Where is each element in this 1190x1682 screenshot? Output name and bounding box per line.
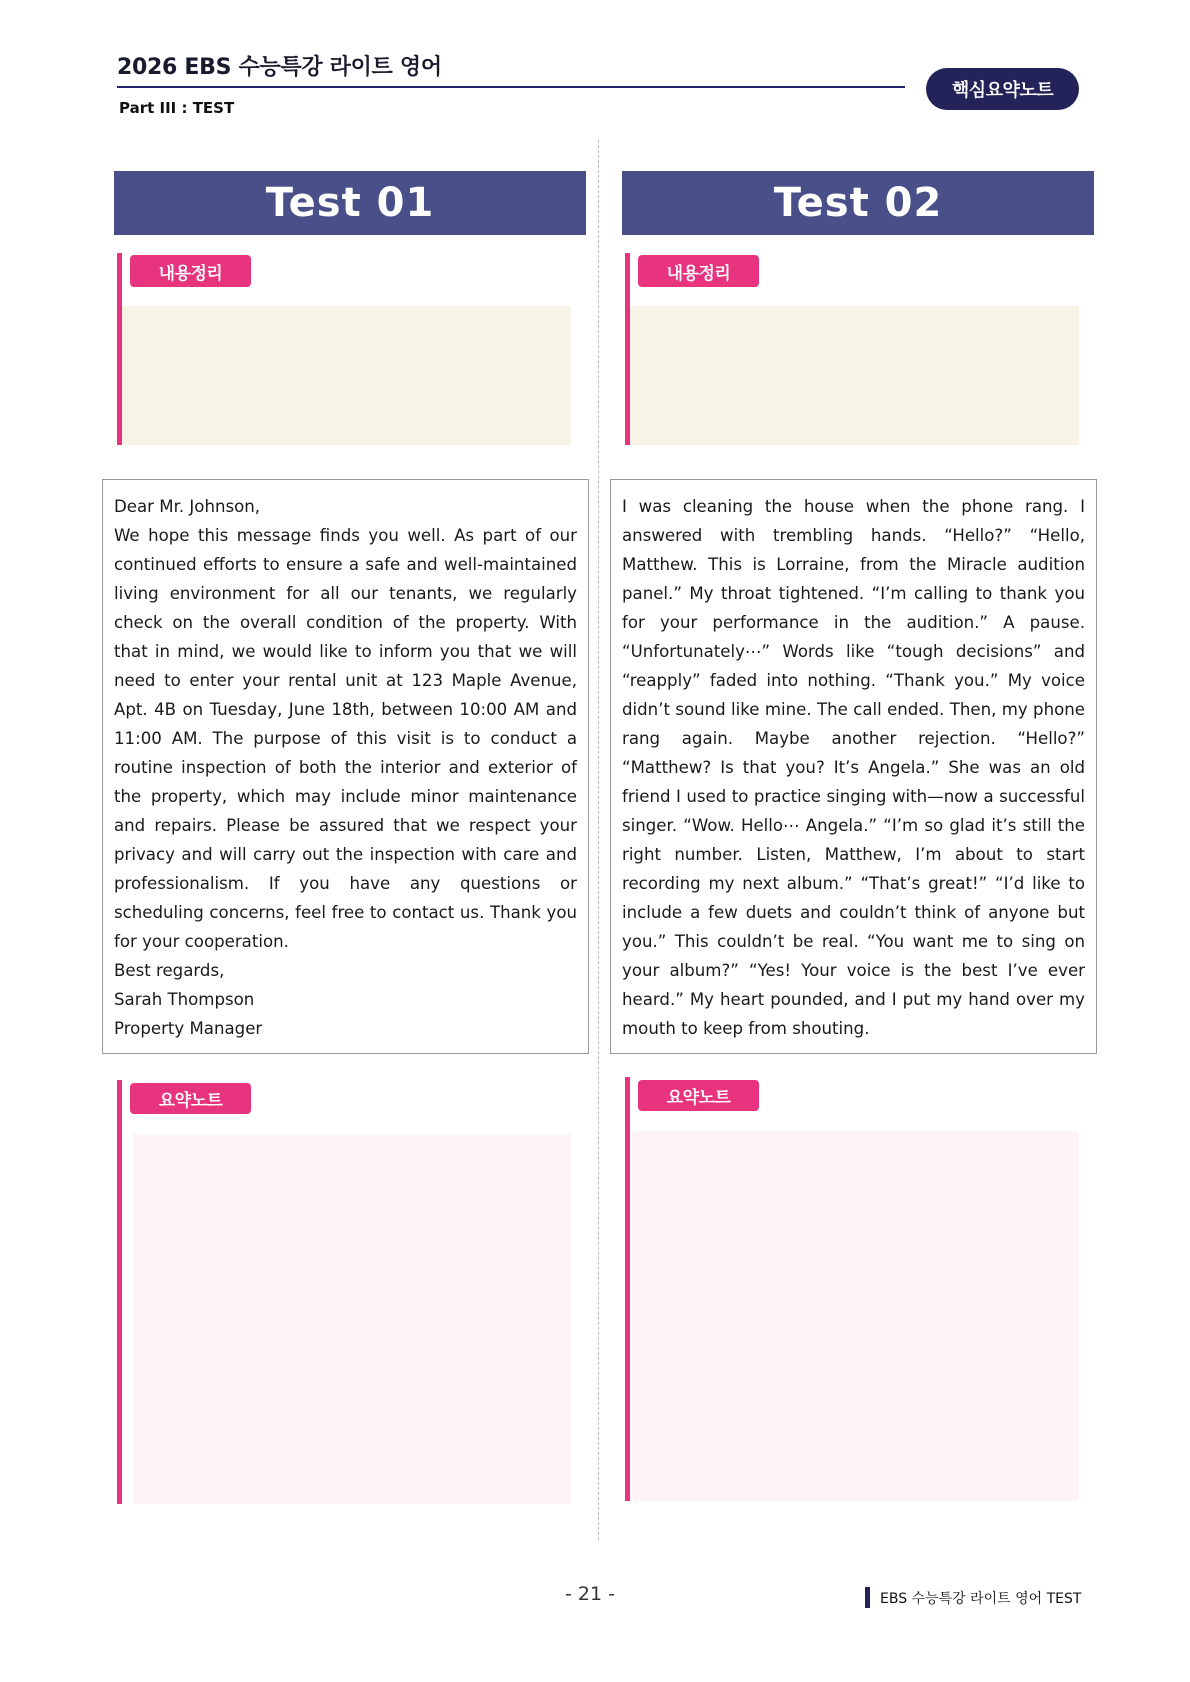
test-01-summary-box (133, 1134, 571, 1504)
column-divider (598, 140, 599, 1540)
test-01-passage (102, 479, 589, 1054)
part-label: Part III : TEST (119, 99, 235, 117)
test-02-content-box (630, 306, 1079, 445)
summary-note-badge: 핵심요약노트 (926, 68, 1079, 110)
test-02-summary-tag: 요약노트 (638, 1080, 759, 1111)
test-01-body: We hope this message finds you well. As part of our continued efforts to ensure a safe and well-maintained living environment for all our tenants, we regularly check on the overall condition of the property. With that in mind, we would like to inform you that we will need to enter your rental unit at 123 Maple Avenue, Apt. 4B on Tuesday, June 18th, between 10:00 AM and 11:00 AM. The purpose of this visit is to conduct a routine inspection of both the interior and exterior of the property, which may include minor maintenance and repairs. Please be assured that we respect your privacy and will carry out the inspection with care and professionalism. If you have any questions or scheduling concerns, feel free to contact us. Thank you for your cooperation. (114, 526, 577, 951)
test-01-summary-bar (117, 1080, 122, 1504)
test-02-summary-bar (625, 1077, 630, 1501)
test-01-signer: Sarah Thompson (114, 990, 255, 1009)
test-01-salutation: Dear Mr. Johnson, (114, 497, 261, 516)
book-title: 2026 EBS 수능특강 라이트 영어 (117, 55, 442, 80)
test-01-content-tag: 내용정리 (130, 255, 251, 287)
test-01-content-box (122, 306, 571, 445)
test-01-closing: Best regards, (114, 961, 225, 980)
footer-title: EBS 수능특강 라이트 영어 TEST (880, 1591, 1082, 1607)
test-02-content-tag: 내용정리 (638, 255, 759, 287)
page-number: - 21 - (565, 1583, 615, 1605)
footer-mark (865, 1587, 870, 1608)
header-rule (117, 86, 905, 88)
test-02-summary-box (631, 1131, 1079, 1501)
test-02-body: I was cleaning the house when the phone rang. I answered with trembling hands. “Hello?” “Hello, Matthew. This is Lorraine, from the Miracle audition panel.” My throat tightened. “I’m calling to thank you for your performance in the audition.” A pause. “Unfortunately⋯” Words like “tough decisions” and “reapply” faded into nothing. “Thank you.” My voice didn’t sound like mine. The call ended. Then, my phone rang again. Maybe another rejection. “Hello?” “Matthew? Is that you? It’s Angela.” She was an old friend I used to practice singing with—now a successful singer. “Wow. Hello⋯ Angela.” “I’m so glad it’s still the right number. Listen, Matthew, I’m about to start recording my next album.” “That’s great!” “I’d like to include a few duets and couldn’t think of anyone but you.” This couldn’t be real. “You want me to sing on your album?” “Yes! Your voice is the best I’ve ever heard.” My heart pounded, and I put my hand over my mouth to keep from shouting. (622, 497, 1085, 1038)
test-02-banner: Test 02 (622, 171, 1094, 235)
test-01-summary-tag: 요약노트 (130, 1083, 251, 1114)
test-02-passage (610, 479, 1097, 1054)
test-01-banner: Test 01 (114, 171, 586, 235)
test-01-signer-title: Property Manager (114, 1019, 263, 1038)
